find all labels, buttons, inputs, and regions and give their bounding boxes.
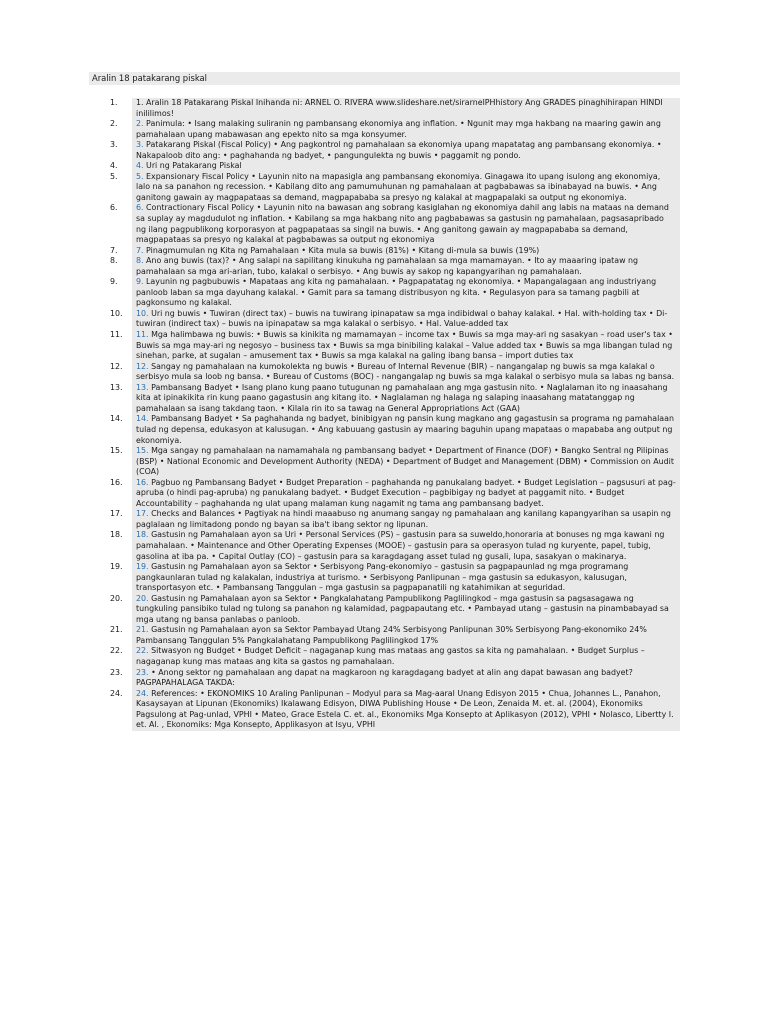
list-item [110, 383, 680, 415]
item-text [132, 98, 680, 119]
item-text [132, 594, 680, 626]
list-item [110, 362, 680, 383]
item-text [132, 277, 680, 309]
item-text [132, 330, 680, 362]
item-number: 17. [110, 509, 123, 519]
slide-link[interactable]: 2. [136, 119, 144, 129]
slide-link[interactable]: 4. [136, 161, 144, 171]
slide-link[interactable]: 10. [136, 308, 149, 318]
item-number: 2. [110, 119, 118, 129]
item-body-text: 1. Aralin 18 Patakarang Piskal Inihanda ni: ARNEL O. RIVERA www.slideshare.net/sirarnelPHhistory Ang GRADES pinaghihirapan HINDI inililimos! [136, 98, 663, 118]
item-number: 4. [110, 161, 118, 171]
item-body-text: Mga sangay ng pamahalaan na namamahala ng pambansang badyet • Department of Finance (DOF) • Bangko Sentral ng Pilipinas (BSP) • National Economic and Development Authority (NEDA) • Department of Budget and Management (DBM) • Commission on Audit (COA) [136, 446, 674, 477]
item-number: 6. [110, 203, 118, 213]
item-body-text: Checks and Balances • Pagtiyak na hindi maaabuso ng anumang sangay ng pamahalaan ang kanilang kapangyarihan sa usapin ng paglalaan ng limitadong pondo ng bayan sa iba't ibang sektor ng lipunan. [136, 509, 671, 529]
item-body-text: Pambansang Badyet • Isang plano kung paano tutugunan ng pamahalaan ang mga gastusin nito. • Naglalaman ito ng inaasahang kita at ipinakikita rin kung paano gagastusin ang kitang ito. • Naglalaman ng halaga ng salaping inaasahang matatanggap ng pamahalaan sa isang takdang taon. • Kilala rin ito sa tawag na General Appropriations Act (GAA) [136, 382, 668, 413]
item-number: 21. [110, 625, 123, 635]
slide-link[interactable]: 21. [136, 625, 149, 635]
item-text [132, 562, 680, 594]
item-text [132, 362, 680, 383]
item-body-text: References: • EKONOMIKS 10 Araling Panlipunan – Modyul para sa Mag-aaral Unang Edisyon 2015 • Chua, Johannes L., Panahon, Kasaysayan at Lipunan (Ekonomiks) Ikalawang Edisyon, DIWA Publishing House • De Leon, Zenaida M. et. al. (2004), Ekonomiks Pagsulong at Pag-unlad, VPHI • Mateo, Grace Estela C. et. al., Ekonomiks Mga Konsepto at Aplikasyon (2012), VPHI • Nolasco, Libertty I. et. Al. , Ekonomiks: Mga Konsepto, Applikasyon at Isyu, VPHI [136, 688, 674, 730]
list-item [110, 446, 680, 478]
slide-link[interactable]: 24. [136, 688, 149, 698]
item-number: 18. [110, 530, 123, 540]
list-item [110, 309, 680, 330]
slide-link[interactable]: 7. [136, 245, 144, 255]
list-item [110, 140, 680, 161]
list-item [110, 330, 680, 362]
slide-link[interactable]: 23. [136, 667, 149, 677]
list-item [110, 246, 680, 257]
item-number: 10. [110, 308, 123, 318]
list-item [110, 172, 680, 204]
item-number: 5. [110, 171, 118, 181]
list-item [110, 646, 680, 667]
item-text [132, 414, 680, 446]
item-number: 20. [110, 593, 123, 603]
slide-link[interactable]: 8. [136, 256, 144, 266]
item-body-text: Ano ang buwis (tax)? • Ang salapi na sapilitang kinukuha ng pamahalaan sa mga mamamayan. • Ito ay maaaring ipataw ng pamahalaan sa mga ari-arian, tubo, kalakal o serbisyo. • Ang buwis ay sakop ng kapangyarihan ng pamahalaan. [136, 256, 639, 276]
item-number: 15. [110, 446, 123, 456]
item-text [132, 689, 680, 731]
item-text [132, 246, 680, 257]
item-body-text: • Anong sektor ng pamahalaan ang dapat na magkaroon ng karagdagang badyet at alin ang dapat bawasan ang badyet? PAGPAPAHALAGA TAKDA: [136, 667, 633, 688]
item-body-text: Uri ng Patakarang Piskal [143, 161, 242, 171]
item-number: 22. [110, 646, 123, 656]
item-body-text: Layunin ng pagbubuwis • Mapataas ang kita ng pamahalaan. • Pagpapatatag ng ekonomiya. • Mapangalagaan ang industriyang panloob laban sa mga dayuhang kalakal. • Gamit para sa tamang distribusyon ng kita. • Regulasyon para sa tamang pagbili at pagkonsumo ng kalakal. [136, 277, 657, 308]
item-text [132, 140, 680, 161]
slide-link[interactable]: 18. [136, 530, 149, 540]
item-body-text: Expansionary Fiscal Policy • Layunin nito na mapasigla ang pambansang ekonomiya. Ginagawa ito upang isulong ang ekonomiya, lalo na sa panahon ng recession. • Kabilang dito ang pamumuhunan ng pamahalaan at pagbabawas sa ibinabayad na buwis. • Ang ganitong gawain ay magpapataas sa demand, magpapababa sa presyo ng kalakal at magpapalaki sa output ng ekonomiya. [136, 171, 661, 202]
slide-link[interactable]: 3. [136, 140, 144, 150]
item-body-text: Sangay ng pamahalaan na kumokolekta ng buwis • Bureau of Internal Revenue (BIR) – nangangalap ng buwis sa mga kalakal o serbisyo mula sa loob ng bansa. • Bureau of Customs (BOC) - nangangalap ng buwis sa mga kalakal o serbisyo mula sa labas ng bansa. [136, 361, 675, 382]
item-number: 12. [110, 361, 123, 371]
list-item [110, 414, 680, 446]
item-body-text: Patakarang Piskal (Fiscal Policy) • Ang pagkontrol ng pamahalaan sa ekonomiya upang mapatatag ang pambansang ekonomiya. • Nakapaloob dito ang: • paghahanda ng badyet, • pangungulekta ng buwis • paggamit ng pondo. [136, 140, 662, 160]
item-number: 14. [110, 414, 123, 424]
slide-link[interactable]: 16. [136, 477, 149, 487]
slide-link[interactable]: 5. [136, 171, 144, 181]
item-number: 23. [110, 667, 123, 677]
item-body-text: Sitwasyon ng Budget • Budget Deficit – nagaganap kung mas mataas ang gastos sa kita ng pamahalaan. • Budget Surplus – nagaganap kung mas mataas ang kita sa gastos ng pamahalaan. [136, 646, 645, 666]
item-body-text: Uri ng buwis • Tuwiran (direct tax) – buwis na tuwirang ipinapataw sa mga indibidwal o bahay kalakal. • Hal. with-holding tax • Di-tuwiran (indirect tax) – buwis na ipinapataw sa mga kalakal o serbisyo. • Hal. Value-added tax [136, 308, 668, 329]
item-number: 8. [110, 256, 118, 266]
item-body-text: Gastusin ng Pamahalaan ayon sa Sektor • Serbisyong Pang-ekonomiyo – gastusin sa pagpapaunlad ng mga programang pangkaunlaran tulad ng kalakalan, industriya at turismo. • Serbisyong Panlipunan – mga gastusin sa edukasyon, kalusugan, transportasyon etc. • Pambansang Tanggulan – mga gastusin sa pagpapanatili ng katahimikan at seguridad. [136, 562, 629, 593]
item-text [132, 530, 680, 562]
item-text [132, 172, 680, 204]
item-body-text: Contractionary Fiscal Policy • Layunin nito na bawasan ang sobrang kasiglahan ng ekonomiya dahil ang labis na mataas na demand sa suplay ay magdudulot ng inflation. • Kabilang sa mga hakbang nito ang pagbabawas sa gastusin ng pamahalaan, pagsasapribado ng ilang pagpublikong korporasyon at pagpapataas sa singil na buwis. • Ang ganitong gawain ay magpapababa sa demand, magpapataas sa presyo ng kalakal at pagbabawas sa output ng ekonomiya [136, 203, 669, 245]
slide-link[interactable]: 9. [136, 277, 144, 287]
list-item [110, 594, 680, 626]
item-body-text: Pagbuo ng Pambansang Badyet • Budget Preparation – paghahanda ng panukalang badyet. • Budget Legislation – pagsusuri at pag-apruba (o hindi pag-apruba) ng panukalang badyet. • Budget Execution – pagbibigay ng badyet at paggamit nito. • Budget Accountability – paghahanda ng ulat upang malaman kung nagamit ng tama ang pambansang badyet. [136, 477, 676, 508]
slide-link[interactable]: 12. [136, 361, 149, 371]
item-number: 19. [110, 562, 123, 572]
item-number: 7. [110, 245, 118, 255]
item-text [132, 161, 680, 172]
list-item [110, 668, 680, 689]
item-number: 13. [110, 382, 123, 392]
list-item [110, 119, 680, 140]
item-text [132, 309, 680, 330]
item-body-text: Gastusin ng Pamahalaan ayon sa Sektor • Pangkalahatang Pampublikong Paglilingkod – mga gastusin sa pagsasagawa ng tungkuling pansibiko tulad ng tulong sa panahon ng kalamidad, pagpapautang etc. • Pambayad utang – gastusin na pinambabayad sa mga utang ng bansa panlabas o panloob. [136, 593, 669, 624]
list-item [110, 530, 680, 562]
item-text [132, 446, 680, 478]
item-number: 1. [110, 98, 118, 107]
item-text [132, 478, 680, 510]
item-number: 11. [110, 330, 123, 340]
item-text [132, 383, 680, 415]
document-title: Aralin 18 patakarang piskal [89, 72, 680, 85]
list-item [110, 161, 680, 172]
slide-list [110, 98, 680, 731]
item-number: 3. [110, 140, 118, 150]
item-text [132, 119, 680, 140]
item-body-text: Mga halimbawa ng buwis: • Buwis sa kinikita ng mamamayan – income tax • Buwis sa mga may-ari ng sasakyan – road user's tax • Buwis sa mga may-ari ng negosyo – business tax • Buwis sa mga binibiling kalakal – Value added tax • Buwis sa mga libangan tulad ng sinehan, parke, at sugalan – amusement tax • Buwis sa mga kalakal na galing ibang bansa – import duties tax [136, 330, 673, 361]
item-body-text: Gastusin ng Pamahalaan ayon sa Uri • Personal Services (PS) – gastusin para sa suweldo,honoraria at bonuses ng mga kawani ng pamahalaan. • Maintenance and Other Operating Expenses (MOOE) – gastusin para sa operasyon tulad ng kuryente, papel, tubig, gasolina at iba pa. • Capital Outlay (CO) – gastusin para sa karagdagang asset tulad ng gusali, lupa, sasakyan o makinarya. [136, 530, 665, 561]
slide-link[interactable]: 13. [136, 382, 149, 392]
item-text [132, 256, 680, 277]
slide-link[interactable]: 17. [136, 509, 149, 519]
item-number: 16. [110, 477, 123, 487]
list-item [110, 509, 680, 530]
item-text [132, 625, 680, 646]
item-text [132, 203, 680, 245]
list-item [110, 689, 680, 731]
list-item [110, 98, 680, 119]
slide-link[interactable]: 19. [136, 562, 149, 572]
item-body-text: Pambansang Badyet • Sa paghahanda ng badyet, binibigyan ng pansin kung magkano ang gagastusin sa programa ng pamahalaan tulad ng depensa, edukasyon at kalusugan. • Ang kabuuang gastusin ay maaring baguhin upang mapataas o mapababa ang output ng ekonomiya. [136, 414, 674, 445]
slide-link[interactable]: 20. [136, 593, 149, 603]
list-item [110, 625, 680, 646]
slide-link[interactable]: 11. [136, 330, 149, 340]
item-number: 9. [110, 277, 118, 287]
item-text [132, 646, 680, 667]
item-text [132, 509, 680, 530]
slide-link[interactable]: 14. [136, 414, 149, 424]
list-item [110, 562, 680, 594]
slide-link[interactable]: 6. [136, 203, 144, 213]
list-item [110, 256, 680, 277]
item-body-text: Gastusin ng Pamahalaan ayon sa Sektor Pambayad Utang 24% Serbisyong Panlipunan 30% Serbisyong Pang-ekonomiko 24% Pambansang Tanggulan 5% Pangkalahatang Pampublikong Paglilingkod 17% [136, 625, 647, 645]
slide-link[interactable]: 22. [136, 646, 149, 656]
item-body-text: Panimula: • Isang malaking suliranin ng pambansang ekonomiya ang inflation. • Ngunit may mga hakbang na maaring gawin ang pamahalaan upang mabawasan ang epekto nito sa mga konsyumer. [136, 119, 661, 139]
slide-link[interactable]: 15. [136, 446, 149, 456]
list-item [110, 478, 680, 510]
list-item [110, 203, 680, 245]
item-text [132, 668, 680, 689]
item-number: 24. [110, 688, 123, 698]
item-body-text: Pinagmumulan ng Kita ng Pamahalaan • Kita mula sa buwis (81%) • Kitang di-mula sa buwis (19%) [143, 245, 540, 255]
list-item [110, 277, 680, 309]
